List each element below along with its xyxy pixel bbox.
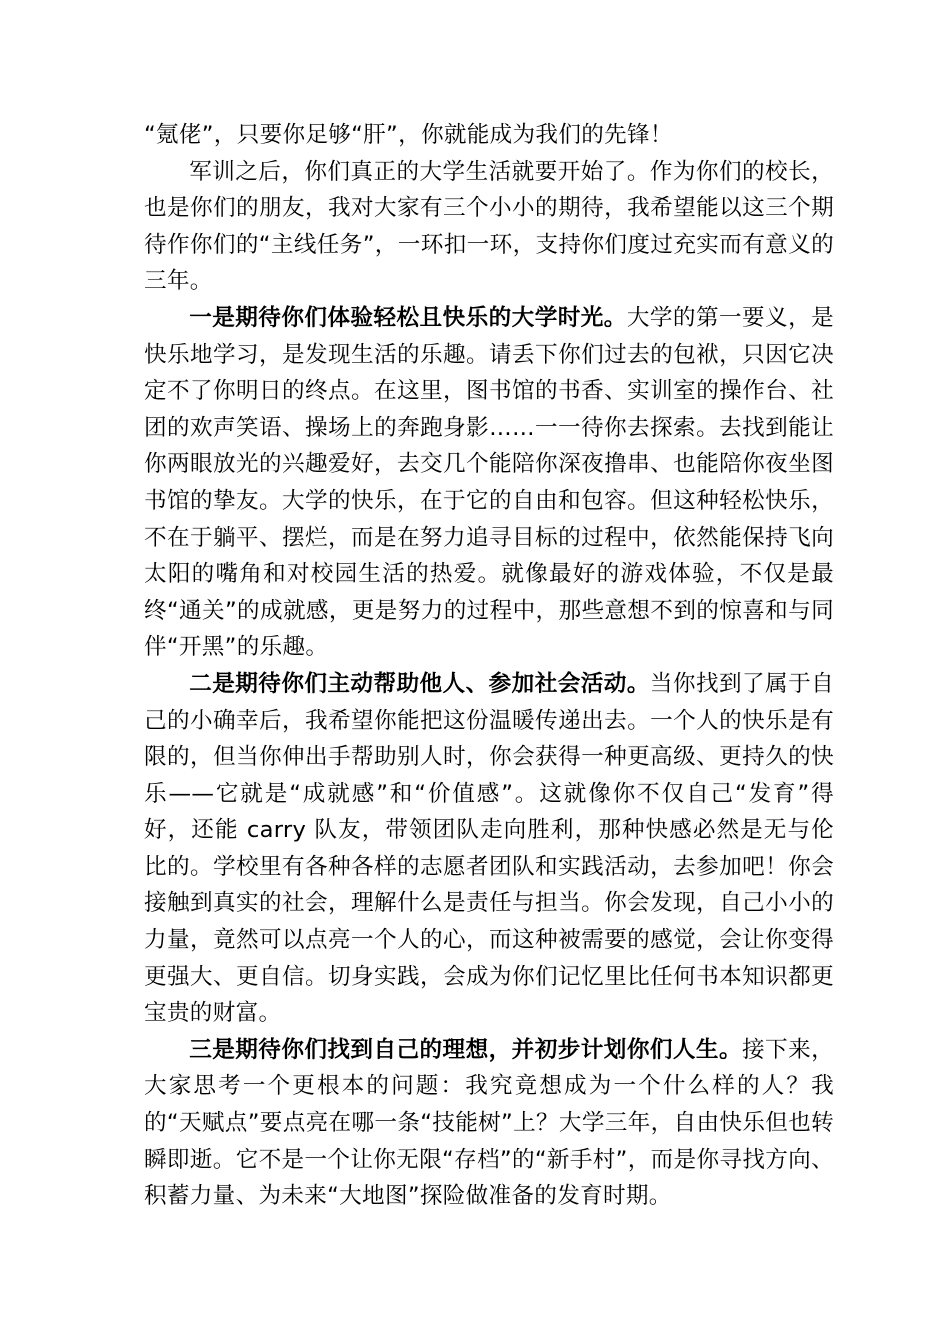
paragraph-lead-heading: 一是期待你们体验轻松且快乐的大学时光。: [189, 304, 627, 331]
paragraph-text: 大学的第一要义，是快乐地学习，是发现生活的乐趣。请丢下你们过去的包袱，只因它决定不了你明日的终点。在这里，图书馆的书香、实训室的操作台、社团的欢声笑语、操场上的奔跑身影……一一待你去探索。去找到能让你两眼放光的兴趣爱好，去交几个能陪你深夜撸串、也能陪你夜坐图书馆的挚友。大学的快乐，在于它的自由和包容。但这种轻松快乐，不在于躺平、摆烂，而是在努力追寻目标的过程中，依然能保持飞向太阳的嘴角和对校园生活的热爱。就像最好的游戏体验，不仅是最终“通关”的成就感，更是努力的过程中，那些意想不到的惊喜和与同伴“开黑”的乐趣。: [144, 304, 835, 661]
paragraph-expectation-one: [144, 300, 834, 666]
paragraph-text: “氪佬”，只要你足够“肝”，你就能成为我们的先锋！: [144, 122, 673, 148]
document-page: [144, 117, 834, 1215]
paragraph-lead-heading: 二是期待你们主动帮助他人、参加社会活动。: [189, 670, 650, 697]
paragraph-text: 当你找到了属于自己的小确幸后，我希望你能把这份温暖传递出去。一个人的快乐是有限的，但当你伸出手帮助别人时，你会获得一种更高级、更持久的快乐——它就是“成就感”和“价值感”。这就像你不仅自己“发育”得好，还能 carry 队友，带领团队走向胜利，那种快感必然是无与伦比的。学校里有各种各样的志愿者团队和实践活动，去参加吧！你会接触到真实的社会，理解什么是责任与担当。你会发现，自己小小的力量，竟然可以点亮一个人的心，而这种被需要的感觉，会让你变得更强大、更自信。切身实践，会成为你们记忆里比任何书本知识都更宝贵的财富。: [144, 670, 835, 1027]
paragraph-lead-heading: 三是期待你们找到自己的理想，并初步计划你们人生。: [189, 1036, 742, 1063]
paragraph-intro: [144, 154, 834, 300]
paragraph-text: 接下来，大家思考一个更根本的问题：我究竟想成为一个什么样的人？我的“天赋点”要点亮在哪一条“技能树”上？大学三年，自由快乐但也转瞬即逝。它不是一个让你无限“存档”的“新手村”，而是你寻找方向、积蓄力量、为未来“大地图”探险做准备的发育时期。: [144, 1036, 834, 1210]
paragraph-continued: [144, 117, 834, 154]
paragraph-text: 军训之后，你们真正的大学生活就要开始了。作为你们的校长，也是你们的朋友，我对大家有三个小小的期待，我希望能以这三个期待作你们的“主线任务”，一环扣一环，支持你们度过充实而有意义的三年。: [144, 158, 834, 295]
paragraph-expectation-two: [144, 666, 834, 1032]
paragraph-expectation-three: [144, 1032, 834, 1215]
